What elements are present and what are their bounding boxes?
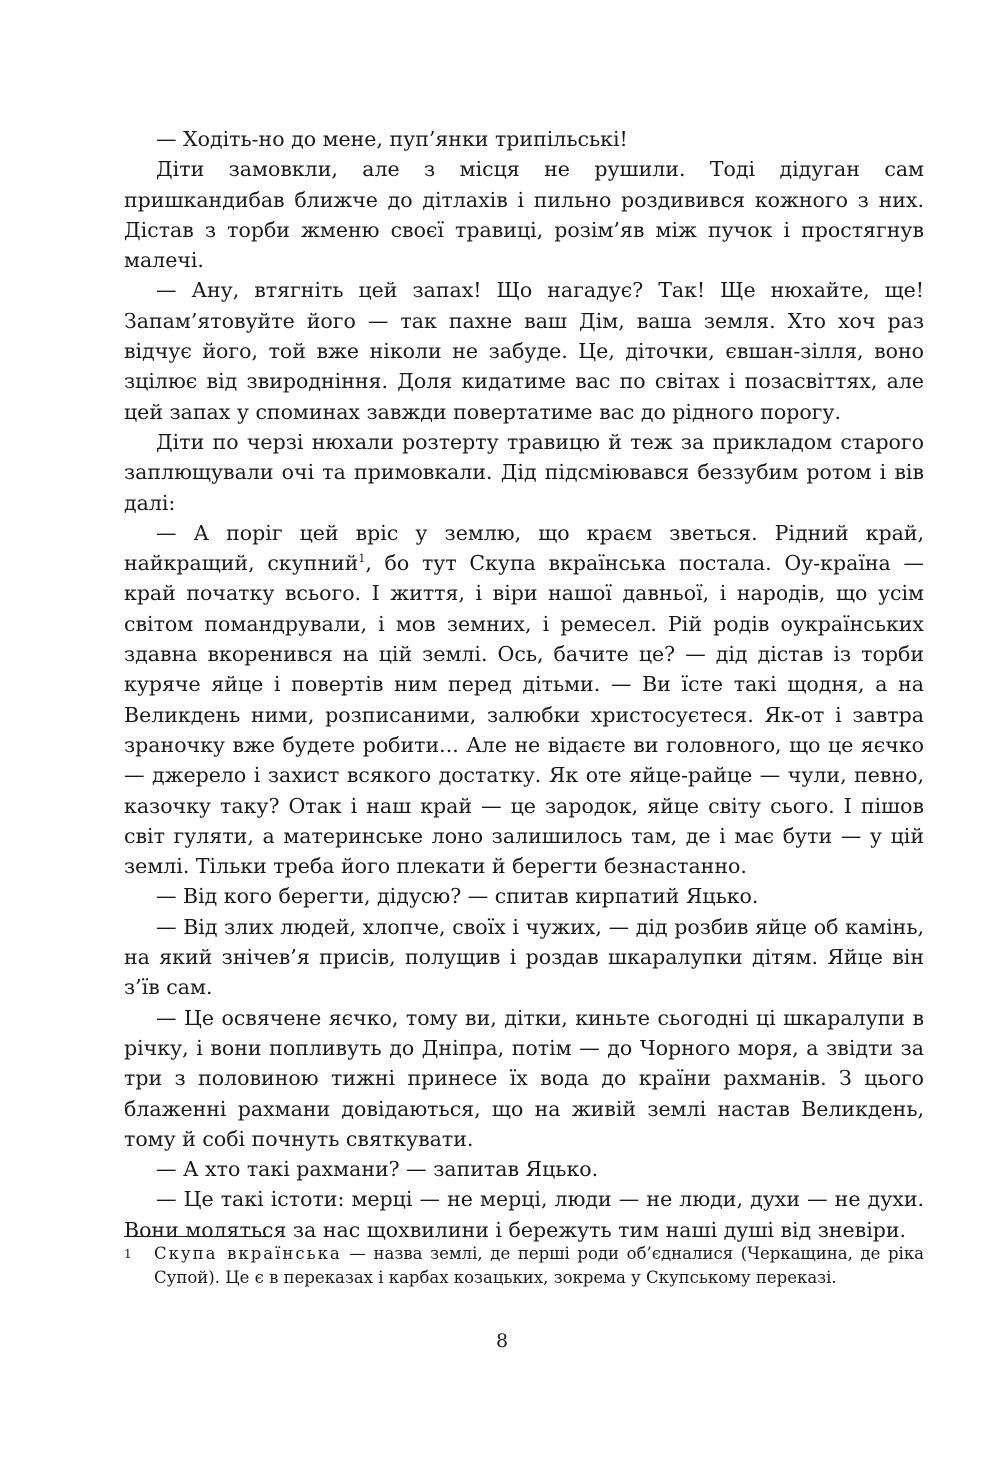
footnote-term: Скупа вкраїнська — [154, 1244, 342, 1263]
paragraph: — Від кого берегти, дідусю? — спитав кирпатий Яцько. — [156, 884, 759, 909]
paragraph-text: — А поріг цей вріс у землю, що краєм зветься. Рідний край, найкращий, скупний — [124, 520, 924, 576]
paragraph: — А хто такі рахмани? — запитав Яцько. — [156, 1157, 599, 1182]
paragraph: — Ану, втягніть цей запах! Що нагадує? Так! Ще нюхайте, ще! Запам’ятовуйте його — так пахне ваш Дім, ваша земля. Хто хоч раз відчує його, той вже ніколи не забуде. Це, діточки, євшан-зілля, воно зцілює від звироднiння. Доля кидатиме вас по світах і позасвіттях, але цей запах у споминах завжди повертатиме вас до рідного порогу. — [124, 278, 924, 424]
footnote-marker: 1 — [124, 1247, 132, 1261]
paragraph: — Від злих людей, хлопче, своїх і чужих, — дід розбив яйце об камінь, на який знічев’я присів, полущив і роздав шкаралупки дітям. Яйце він з’їв сам. — [124, 914, 924, 1000]
page-number: 8 — [495, 1330, 509, 1352]
footnote-definition: — назва землі, де перші роди об’єдналися (Черкащина, де ріка Супой). Це є в переказах і карбах козацьких, зокрема у Скупському переказі. — [154, 1244, 924, 1287]
paragraph: — Ходіть-но до мене, пуп’янки трипільські! — [156, 127, 628, 151]
body-text — [124, 124, 924, 1245]
footnote-text — [154, 1242, 924, 1290]
paragraph: Діти по черзі нюхали розтерту травицю й теж за прикладом старого заплющували очі та примовкали. Дід підсміювався беззубим ротом і вів далі: — [124, 429, 924, 515]
footnote-divider — [124, 1236, 272, 1237]
paragraph: Діти замовкли, але з місця не рушили. Тоді дідуган сам пришкандибав ближче до дітлахів і пильно роздивився кожного з них. Дістав з торби жменю своєї травиці, розім’яв між пучок і простягнув малечі. — [124, 157, 924, 273]
footnote — [124, 1242, 924, 1290]
paragraph-text: , бо тут Скупа вкраїнська постала. Оу-країна — край початку всього. І життя, і віри нашої давньої, і народів, що усім світом помандрували, і мов земних, і ремесел. Рій родів оукраїнських здавна вкоренився на цій землі. Ось, бачите це? — дід дістав із торби куряче яйце і повертів ним перед дітьми. — Ви їсте такі щодня, а на Великдень ними, розписаними, залюбки христосуєтеся. Як-от і завтра зраночку вже будете робити... Але не відаєте ви головного, що це яєчко — джерело і захист всякого достатку. Як оте яйце-райце — чули, певно, казочку таку? Отак і наш край — це зародок, яйце світу сього. І пішов світ гуляти, а материнське лоно залишилось там, де і має бути — у цій землі. Тільки треба його плекати й берегти безнастанно. — [124, 551, 924, 879]
paragraph-with-footnote — [124, 518, 924, 882]
footnote-reference: 1 — [358, 552, 366, 566]
paragraph: — Це такі істоти: мерці — не мерці, люди — не люди, духи — не духи. Вони моляться за нас щохвилини і бережуть тим наші душі від зневіри. — [124, 1187, 924, 1242]
paragraph: — Це освячене яєчко, тому ви, дітки, киньте сьогодні ці шкаралупи в річку, і вони попливуть до Дніпра, потім — до Чорного моря, а звідти за три з половиною тижні принесе їх вода до країни рахманів. З цього блаженні рахмани довідаються, що на живій землі настав Великдень, тому й собі почнуть святкувати. — [124, 1005, 924, 1151]
